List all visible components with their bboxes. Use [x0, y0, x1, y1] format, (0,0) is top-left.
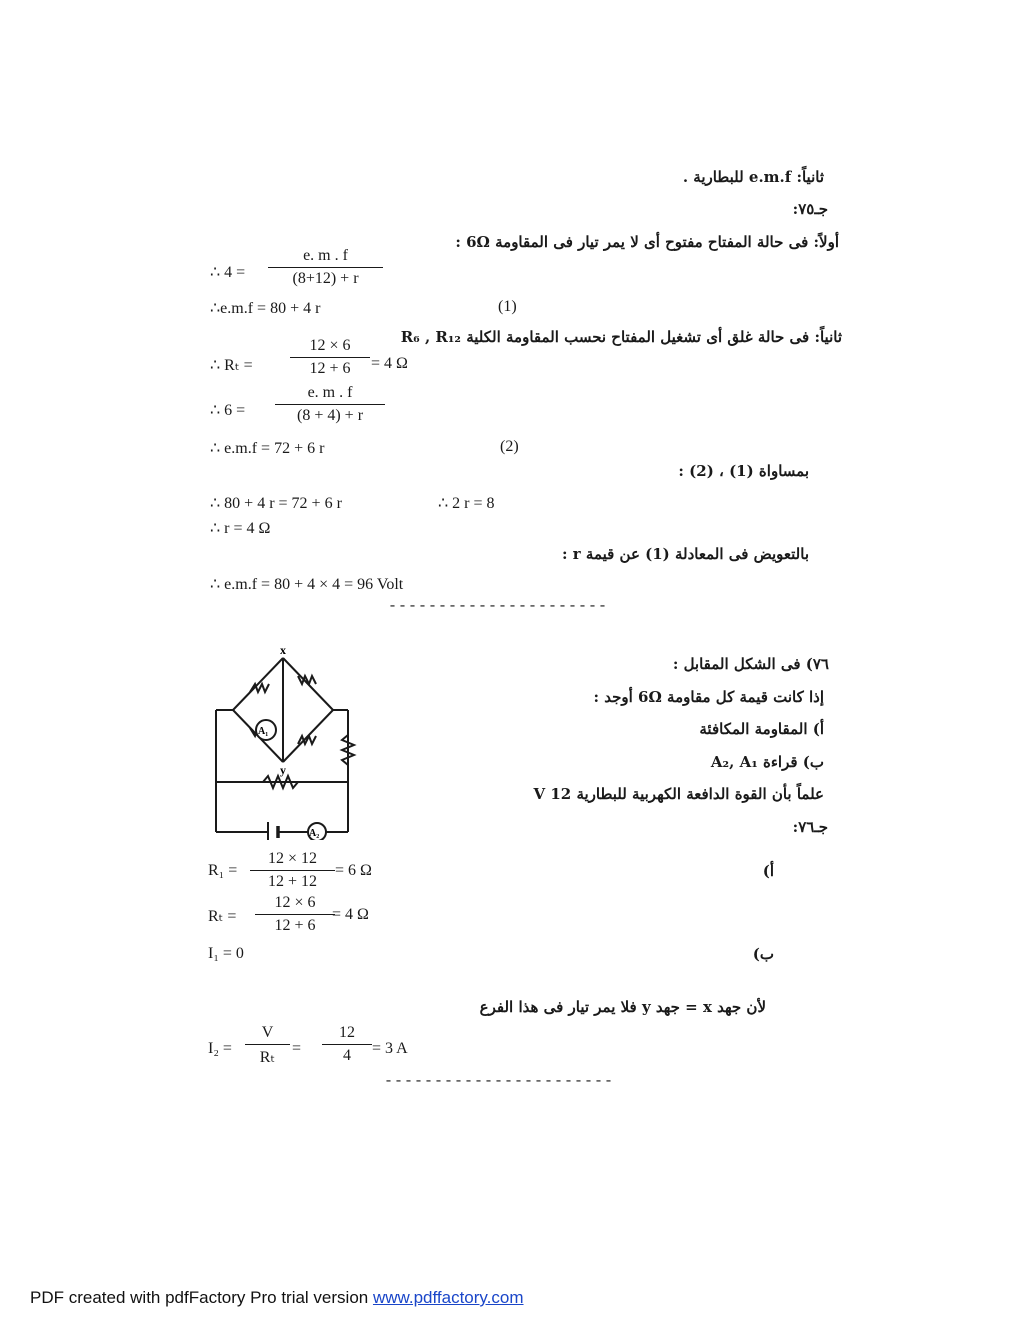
answer-part-b-label: ب)	[752, 945, 774, 963]
ans-b1: I₁ = 0	[208, 945, 244, 962]
separator-2: -----------------------	[384, 1073, 615, 1090]
node-x-label: x	[280, 643, 286, 657]
q76-part-a: أ) المقاومة المكافئة	[699, 720, 824, 738]
line-emf-battery: ثانياً: e.m.f للبطارية .	[682, 168, 824, 186]
eq1-fraction	[268, 247, 383, 288]
pdf-footer	[30, 1288, 524, 1308]
ans-a1-lhs: R₁ =	[208, 862, 238, 879]
eq2-tag: (1)	[498, 298, 517, 315]
footer-text: PDF created with pdfFactory Pro trial version	[30, 1288, 369, 1307]
ans-a2-denominator: 12 + 6	[274, 917, 316, 934]
eq1-denominator: (8+12) + r	[292, 270, 359, 287]
ans-b2-numerator: V	[245, 1024, 290, 1045]
ans-a2-numerator: 12 × 6	[255, 894, 335, 915]
resistor-1	[250, 684, 269, 692]
line-first-case: أولاً: فى حالة المفتاح مفتوح أى لا يمر تيار فى المقاومة 6Ω :	[455, 233, 839, 251]
ans-a2-lhs: Rₜ =	[208, 908, 237, 925]
ans-b2-denominator: Rₜ	[259, 1049, 276, 1066]
q76-note: علماً بأن القوة الدافعة الكهربية للبطارية 12 V	[533, 785, 824, 803]
ans-a2-fraction	[255, 894, 335, 935]
eq4-denominator: (8 + 4) + r	[296, 407, 364, 424]
ans-a1-denominator: 12 + 12	[267, 873, 318, 890]
eq3-denominator: 12 + 6	[309, 360, 351, 377]
ans-a2-rhs: = 4 Ω	[332, 906, 369, 923]
eq1-lhs: ∴ 4 =	[210, 264, 246, 281]
footer-link[interactable]: www.pdffactory.com	[372, 1288, 524, 1307]
ammeter-a2-label: A₂	[309, 828, 320, 839]
eq8: ∴ e.m.f = 80 + 4 × 4 = 96 Volt	[210, 576, 404, 593]
eq5-tag: (2)	[500, 438, 519, 455]
eq4-lhs: ∴ 6 =	[210, 402, 246, 419]
ans-b3-denominator: 4	[343, 1047, 351, 1064]
eq3-fraction	[290, 337, 370, 378]
ans-a1-numerator: 12 × 12	[250, 850, 335, 871]
ans-b3-rhs: = 3 A	[372, 1040, 408, 1057]
q76-part-b: ب) قراءة A₂, A₁	[710, 753, 824, 771]
separator-1: ----------------------	[388, 598, 609, 615]
ans-a1-rhs: = 6 Ω	[335, 862, 372, 879]
node-y-label: y	[280, 763, 286, 777]
eq6a: ∴ 80 + 4 r = 72 + 6 r	[210, 495, 342, 512]
ans-a1-fraction	[250, 850, 335, 891]
bridge-circuit-diagram	[198, 640, 358, 840]
answer-75-heading: جـ٧٥:	[792, 200, 828, 218]
eq1-numerator: e. m . f	[268, 247, 383, 268]
ans-b2-fraction	[245, 1024, 290, 1067]
q76-given: إذا كانت قيمة كل مقاومة 6Ω أوجد :	[593, 688, 824, 706]
line-second-case: ثانياً: فى حالة غلق أى تشغيل المفتاح نحسب المقاومة الكلية R₆ , R₁₂	[400, 328, 842, 346]
eq6b: ∴ 2 r = 8	[438, 495, 495, 512]
ammeter-a1-label: A₁	[258, 726, 269, 737]
q76-title: ٧٦) فى الشكل المقابل :	[672, 655, 829, 673]
answer-part-a-label: أ)	[762, 862, 774, 880]
eq3-rhs: = 4 Ω	[371, 355, 408, 372]
ans-b2-lhs: I₂ =	[208, 1040, 232, 1057]
eq2: ∴e.m.f = 80 + 4 r	[210, 300, 321, 317]
eq5: ∴ e.m.f = 72 + 6 r	[210, 440, 325, 457]
line-equating: بمساواة (1) ، (2) :	[678, 462, 809, 480]
line-substitution: بالتعويض فى المعادلة (1) عن قيمة r :	[562, 545, 809, 563]
eq3-lhs: ∴ Rₜ =	[210, 357, 253, 374]
ans-b3-numerator: 12	[322, 1024, 372, 1045]
ans-b3-fraction	[322, 1024, 372, 1065]
reason-line: لأن جهد x = جهد y فلا يمر تيار فى هذا الفرع	[479, 998, 766, 1016]
eq3-numerator: 12 × 6	[290, 337, 370, 358]
eq7: ∴ r = 4 Ω	[210, 520, 271, 537]
answer-76-heading: جـ٧٦:	[792, 818, 828, 836]
ans-b2-equals: =	[292, 1040, 302, 1057]
eq4-fraction	[275, 384, 385, 425]
eq4-numerator: e. m . f	[275, 384, 385, 405]
